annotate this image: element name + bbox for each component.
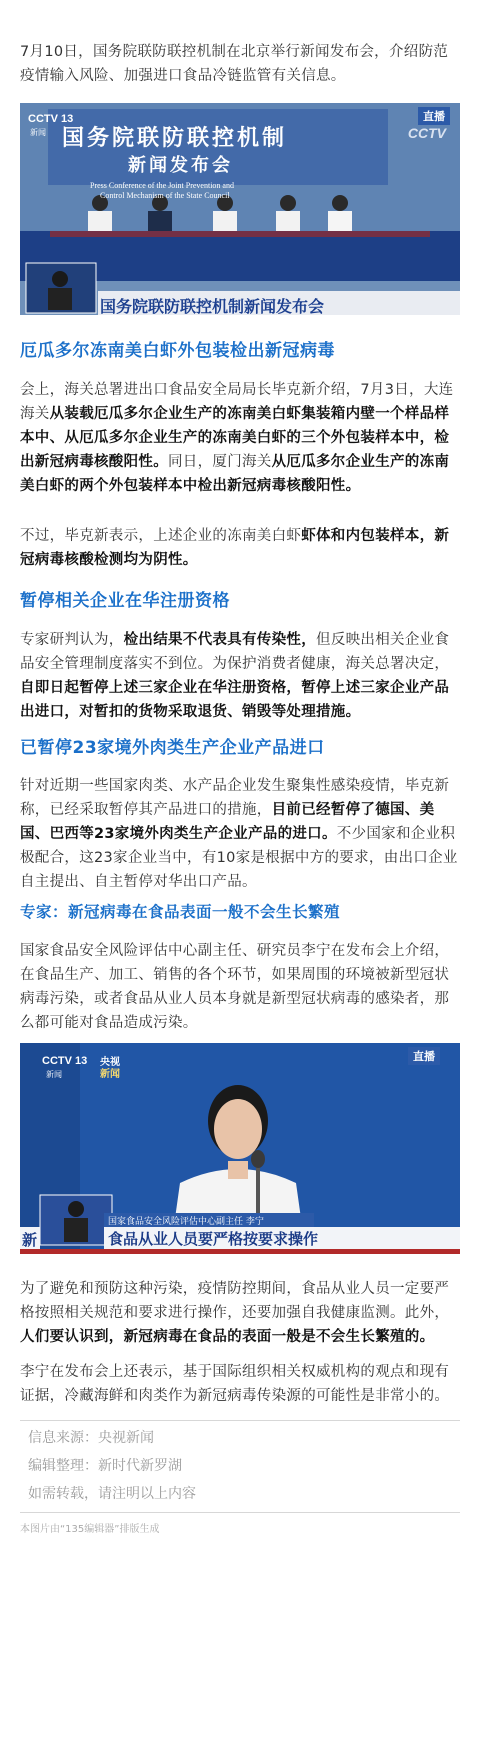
section4-p2-bold: 人们要认识到，新冠病毒在食品的表面一般是不会生长繁殖的。: [20, 1329, 435, 1345]
section2-heading: 暂停相关企业在华注册资格: [20, 591, 230, 611]
interpreter-head: [52, 271, 68, 287]
section4-heading: 专家：新冠病毒在食品表面一般不会生长繁殖: [20, 903, 341, 921]
speaker-photo: [20, 1043, 460, 1254]
section3-text: 针对近期一些国家肉类、水产品企业发生聚集性感染疫情，毕克新称，已经采取暂停其产品进口的措施，: [20, 778, 450, 818]
section4-p2-text: 为了避免和预防这种污染，疫情防控期间，食品从业人员一定要严格按照相关规范和要求进行操作，还要加强自我健康监测。此外，: [20, 1281, 450, 1321]
program-tag-line1: 央视: [100, 1057, 120, 1068]
channel-news-label-2: 新闻: [46, 1070, 62, 1079]
credit-source: 信息来源：央视新闻: [28, 1430, 154, 1446]
section1-p1-text: 会上，海关总署进出口食品安全局局长毕克新介绍，7月3日，大连海关: [20, 382, 454, 422]
credits-bottom-rule: [20, 1512, 460, 1513]
cctv-corner-logo: CCTV: [407, 125, 446, 141]
lower-third-quote: 食品从业人员要严格按要求操作: [108, 1230, 319, 1248]
channel-news-label: 新闻: [30, 128, 46, 137]
cctv13-logo-2: CCTV 13: [42, 1055, 88, 1067]
program-tag-line2: 新闻: [100, 1069, 120, 1080]
section3-bold: 目前已经暂停了德国、美国、巴西等23家境外肉类生产企业产品的进口。: [20, 802, 435, 842]
banner-english-line1: Press Conference of the Joint Prevention and: [90, 181, 234, 190]
press-conference-photo: [20, 103, 460, 315]
table-edge: [50, 231, 430, 237]
section4-paragraph2: [20, 1277, 460, 1349]
section1-p1-bold: 从装载厄瓜多尔企业生产的冻南美白虾集装箱内壁一个样品样本中、从厄瓜多尔企业生产的冻南美白虾的三个外包装样本中，检出新冠病毒核酸阳性。: [20, 406, 450, 470]
photo1-caption: 国务院联防联控机制新闻发布会: [100, 297, 325, 315]
section1-heading: 厄瓜多尔冻南美白虾外包装检出新冠病毒: [20, 341, 335, 361]
bottom-red-strip: [20, 1249, 460, 1254]
microphone-stand: [256, 1161, 260, 1221]
intro-text: 7月10日，国务院联防联控机制在北京举行新闻发布会，介绍防范疫情输入风险、加强进口食品冷链监管有关信息。: [20, 44, 449, 84]
left-edge-char: 新: [22, 1231, 38, 1249]
section4-p1-text: 国家食品安全风险评估中心副主任、研究员李宁在发布会上介绍，在食品生产、加工、销售的各个环节，如果周围的环境被新型冠状病毒污染，或者食品从业人员本身就是新型冠状病毒的感染者，那么都可能对食品造成污染。: [20, 943, 450, 1031]
footer-note: 本图片由“135编辑器”排版生成: [20, 1524, 160, 1535]
section2-bold: 检出结果不代表具有传染性，: [123, 632, 317, 648]
interpreter-body: [48, 288, 72, 310]
section2-text: 专家研判认为，: [20, 632, 124, 648]
section2-bold2: 自即日起暂停上述三家企业在华注册资格，暂停上述三家企业产品出进口，对暂扣的货物采取退货、销毁等处理措施。: [20, 680, 450, 720]
section2-text2: 但反映出相关企业食品安全管理制度落实不到位。为保护消费者健康，海关总署决定，: [20, 632, 450, 672]
banner-title-line1: 国务院联防联控机制: [62, 126, 288, 151]
banner-title-line2: 新闻发布会: [128, 155, 233, 176]
section3-heading: 已暂停23家境外肉类生产企业产品进口: [20, 738, 325, 758]
interpreter2-head: [68, 1201, 84, 1217]
section1-p2-text: 不过，毕克新表示，上述企业的冻南美白虾: [20, 528, 302, 544]
section2-paragraph: [20, 628, 460, 724]
live-badge-2: 直播: [408, 1047, 440, 1065]
credit-reprint: 如需转载，请注明以上内容: [28, 1486, 196, 1502]
interpreter2-body: [64, 1218, 88, 1242]
section1-p2-bold: 虾体和内包装样本，新冠病毒核酸检测均为阴性。: [20, 528, 450, 568]
credits-block: [28, 1424, 196, 1508]
section1-paragraph2: [20, 524, 460, 572]
banner-english-line2: Control Mechanism of the State Council: [100, 191, 230, 200]
speaker-face: [214, 1099, 262, 1159]
lower-third-name: 国家食品安全风险评估中心副主任 李宁: [108, 1217, 264, 1227]
credits-top-rule: [20, 1420, 460, 1421]
section3-text2: 不少国家和企业积极配合，这23家企业当中，有10家是根据中方的要求，由出口企业自主提出、自主暂停对华出口产品。: [20, 826, 458, 890]
section1-paragraph1: [20, 378, 460, 498]
intro-paragraph: [20, 40, 460, 88]
speaker-neck: [228, 1161, 248, 1179]
live-badge: 直播: [418, 107, 450, 125]
section3-paragraph: [20, 774, 460, 894]
section1-p1-text2: 同日，厦门海关: [168, 454, 272, 470]
cctv13-logo: CCTV 13: [28, 113, 74, 125]
section4-p3-text: 李宁在发布会上还表示，基于国际组织相关权威机构的观点和现有证据，冷藏海鲜和肉类作为新冠病毒传染源的可能性是非常小的。: [20, 1364, 450, 1404]
credit-editor: 编辑整理：新时代新罗湖: [28, 1458, 182, 1474]
section4-paragraph3: [20, 1360, 460, 1408]
section1-p1-bold2: 从厄瓜多尔企业生产的冻南美白虾的两个外包装样本中检出新冠病毒核酸阳性。: [20, 454, 450, 494]
section4-paragraph1: [20, 939, 460, 1035]
microphone-head: [251, 1150, 265, 1168]
